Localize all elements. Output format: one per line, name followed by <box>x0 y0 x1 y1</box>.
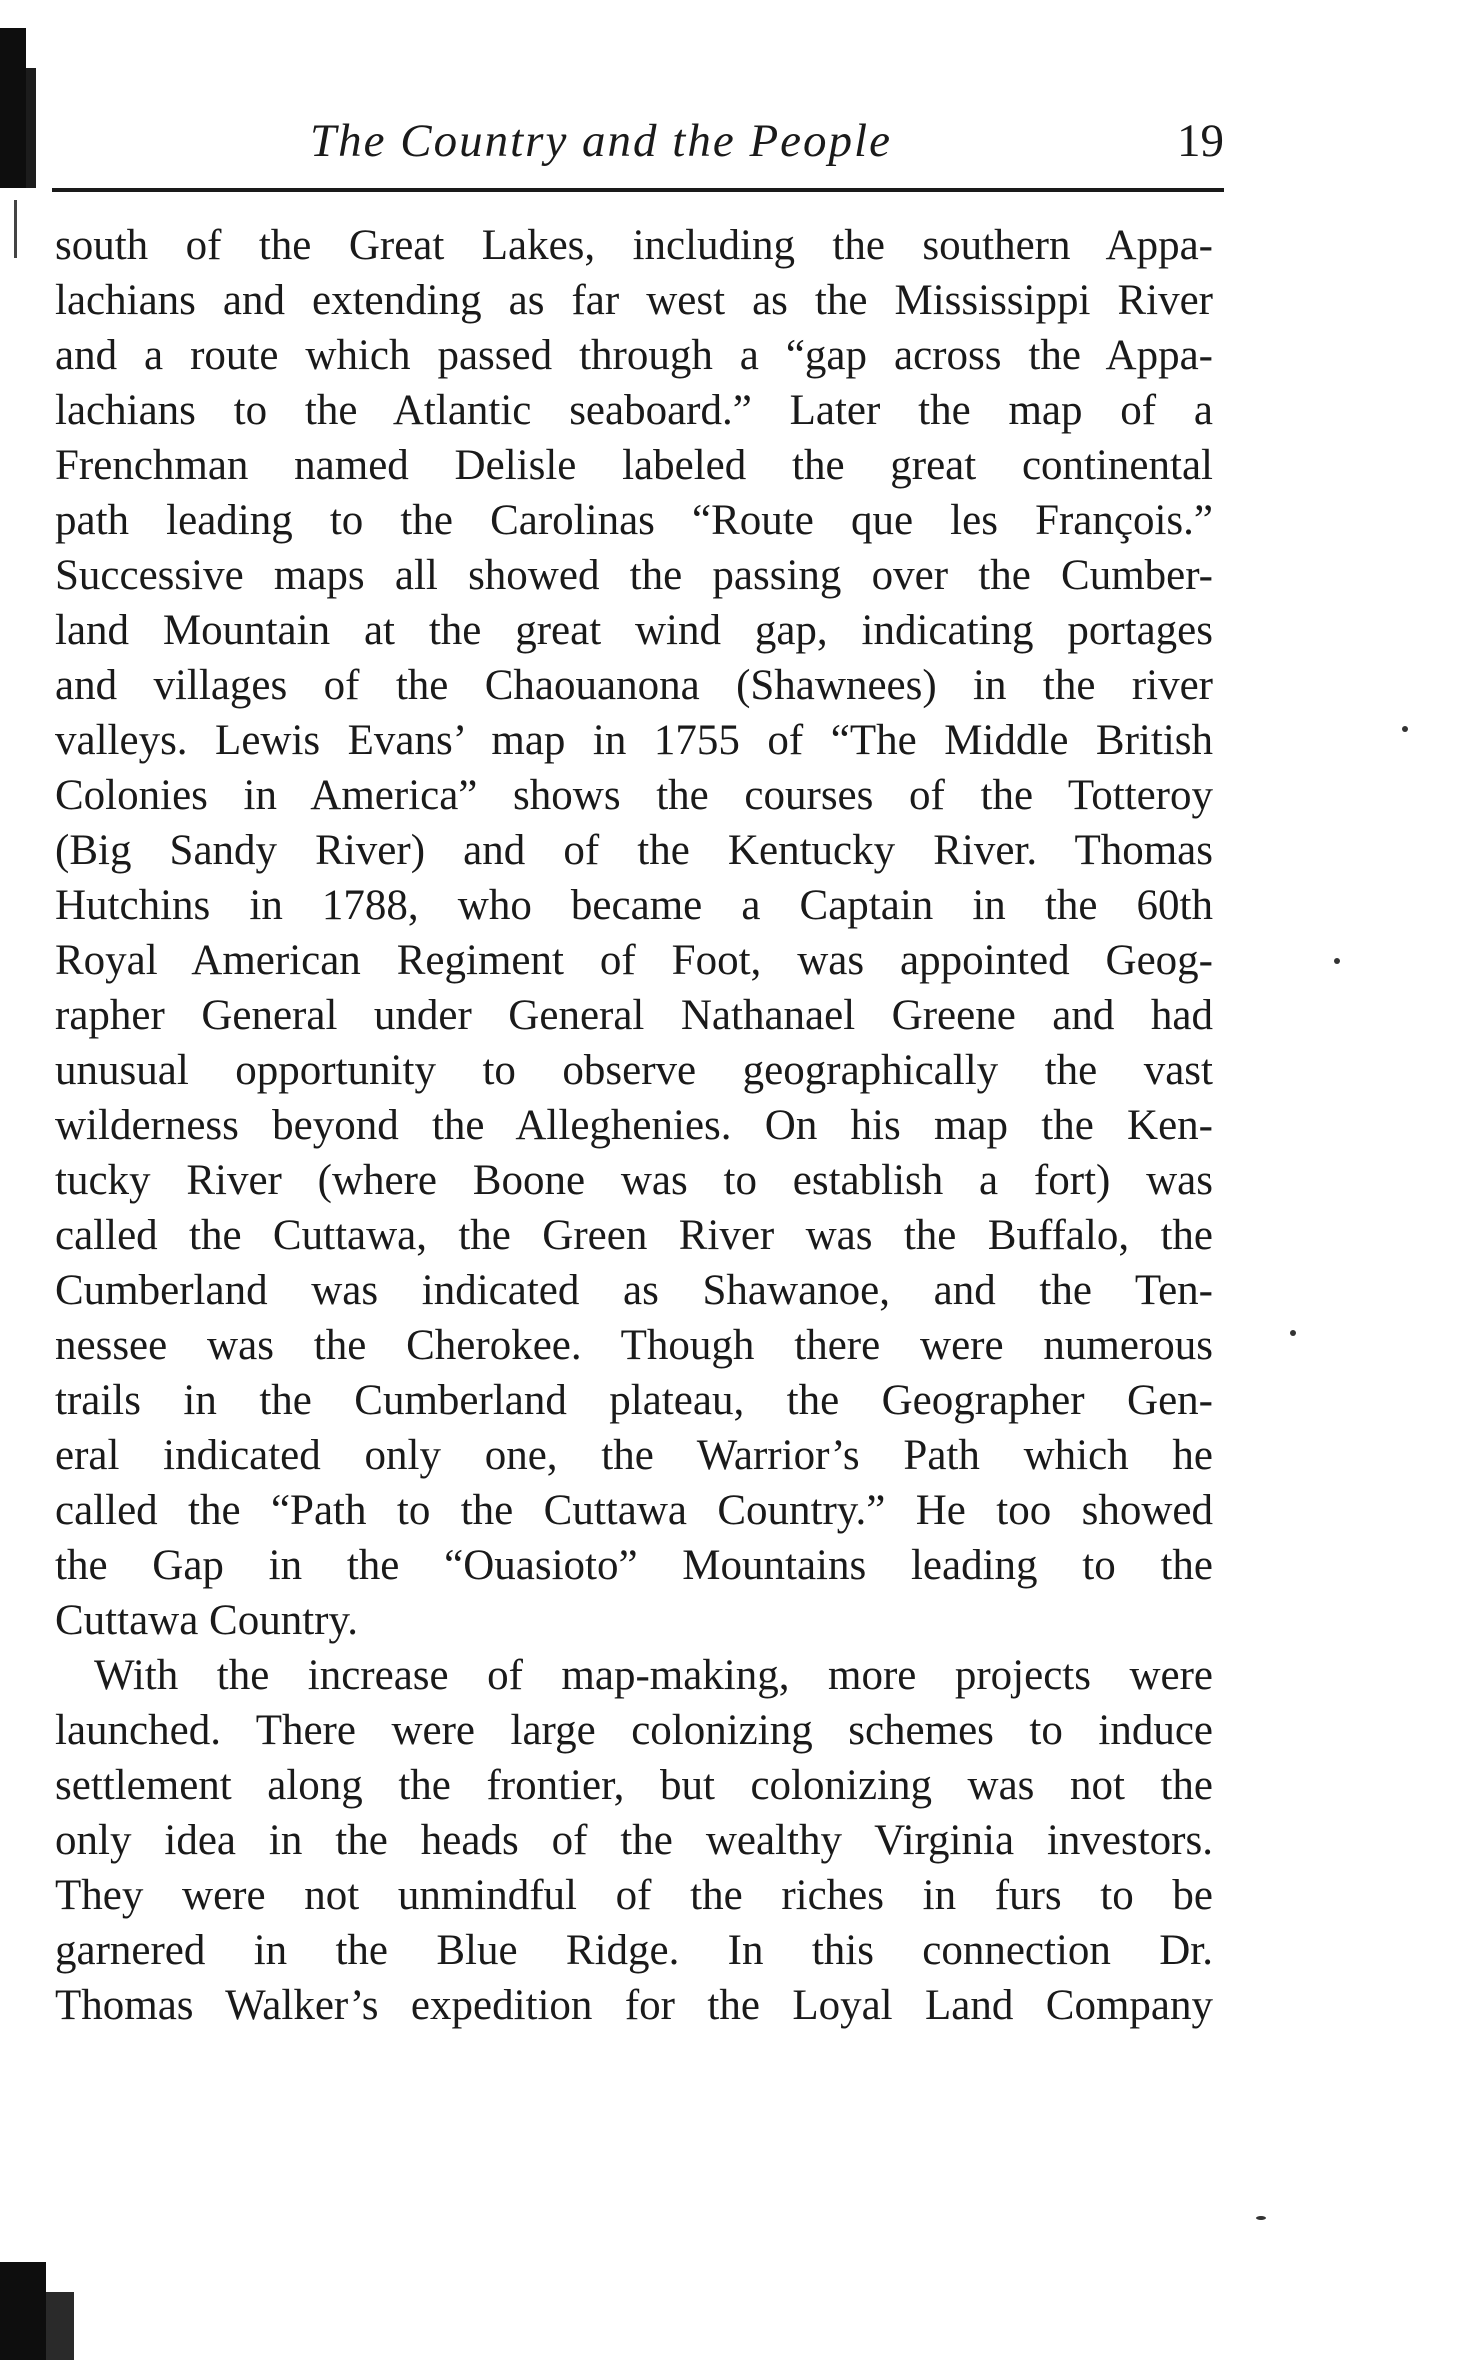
text-line: Successive maps all showed the passing over the Cumber- <box>55 552 1213 599</box>
text-line: Royal American Regiment of Foot, was appointed Geog- <box>55 937 1213 984</box>
scan-speck <box>1290 1330 1296 1336</box>
text-line: the Gap in the “Ouasioto” Mountains leading to the <box>55 1542 1213 1589</box>
text-line: rapher General under General Nathanael Greene and had <box>55 992 1213 1039</box>
text-line: unusual opportunity to observe geographically the vast <box>55 1047 1213 1094</box>
scan-speck <box>1334 958 1340 964</box>
scan-speck <box>1256 2216 1266 2220</box>
page-number: 19 <box>1177 115 1224 167</box>
paragraph <box>55 218 1213 1648</box>
text-line: and a route which passed through a “gap across the Appa- <box>55 332 1213 379</box>
text-line: (Big Sandy River) and of the Kentucky River. Thomas <box>55 827 1213 874</box>
paragraph <box>55 1648 1213 2033</box>
text-line: lachians and extending as far west as the Mississippi River <box>55 277 1213 324</box>
text-line: tucky River (where Boone was to establish a fort) was <box>55 1157 1213 1204</box>
text-line: Cuttawa Country. <box>55 1597 358 1644</box>
text-line: land Mountain at the great wind gap, indicating portages <box>55 607 1213 654</box>
text-line: valleys. Lewis Evans’ map in 1755 of “The Middle British <box>55 717 1213 764</box>
text-line: lachians to the Atlantic seaboard.” Later the map of a <box>55 387 1213 434</box>
body-text <box>55 218 1213 2033</box>
text-line: Frenchman named Delisle labeled the great continental <box>55 442 1213 489</box>
text-line: and villages of the Chaouanona (Shawnees) in the river <box>55 662 1213 709</box>
text-line: settlement along the frontier, but colonizing was not the <box>55 1762 1213 1809</box>
text-line: Cumberland was indicated as Shawanoe, and the Ten- <box>55 1267 1213 1314</box>
text-line: Colonies in America” shows the courses of the Totteroy <box>55 772 1213 819</box>
text-line: called the “Path to the Cuttawa Country.” He too showed <box>55 1487 1213 1534</box>
text-line: Thomas Walker’s expedition for the Loyal Land Company <box>55 1982 1213 2029</box>
text-line: With the increase of map-making, more projects were <box>94 1652 1213 1699</box>
text-line: wilderness beyond the Alleghenies. On his map the Ken- <box>55 1102 1213 1149</box>
scan-edge-mark-bottom <box>0 2262 46 2360</box>
running-head <box>52 100 1224 192</box>
text-line: called the Cuttawa, the Green River was the Buffalo, the <box>55 1212 1213 1259</box>
text-line: garnered in the Blue Ridge. In this connection Dr. <box>55 1927 1213 1974</box>
text-line: nessee was the Cherokee. Though there were numerous <box>55 1322 1213 1369</box>
text-line: eral indicated only one, the Warrior’s Path which he <box>55 1432 1213 1479</box>
scan-edge-mark-top <box>0 28 26 188</box>
text-line: They were not unmindful of the riches in furs to be <box>55 1872 1213 1919</box>
text-line: only idea in the heads of the wealthy Virginia investors. <box>55 1817 1213 1864</box>
running-head-title: The Country and the People <box>310 115 892 167</box>
scan-edge-line <box>14 200 17 258</box>
text-line: path leading to the Carolinas “Route que les François.” <box>55 497 1213 544</box>
text-line: south of the Great Lakes, including the southern Appa- <box>55 222 1213 269</box>
text-line: launched. There were large colonizing schemes to induce <box>55 1707 1213 1754</box>
text-line: trails in the Cumberland plateau, the Geographer Gen- <box>55 1377 1213 1424</box>
scan-speck <box>1402 726 1408 732</box>
text-line: Hutchins in 1788, who became a Captain in the 60th <box>55 882 1213 929</box>
